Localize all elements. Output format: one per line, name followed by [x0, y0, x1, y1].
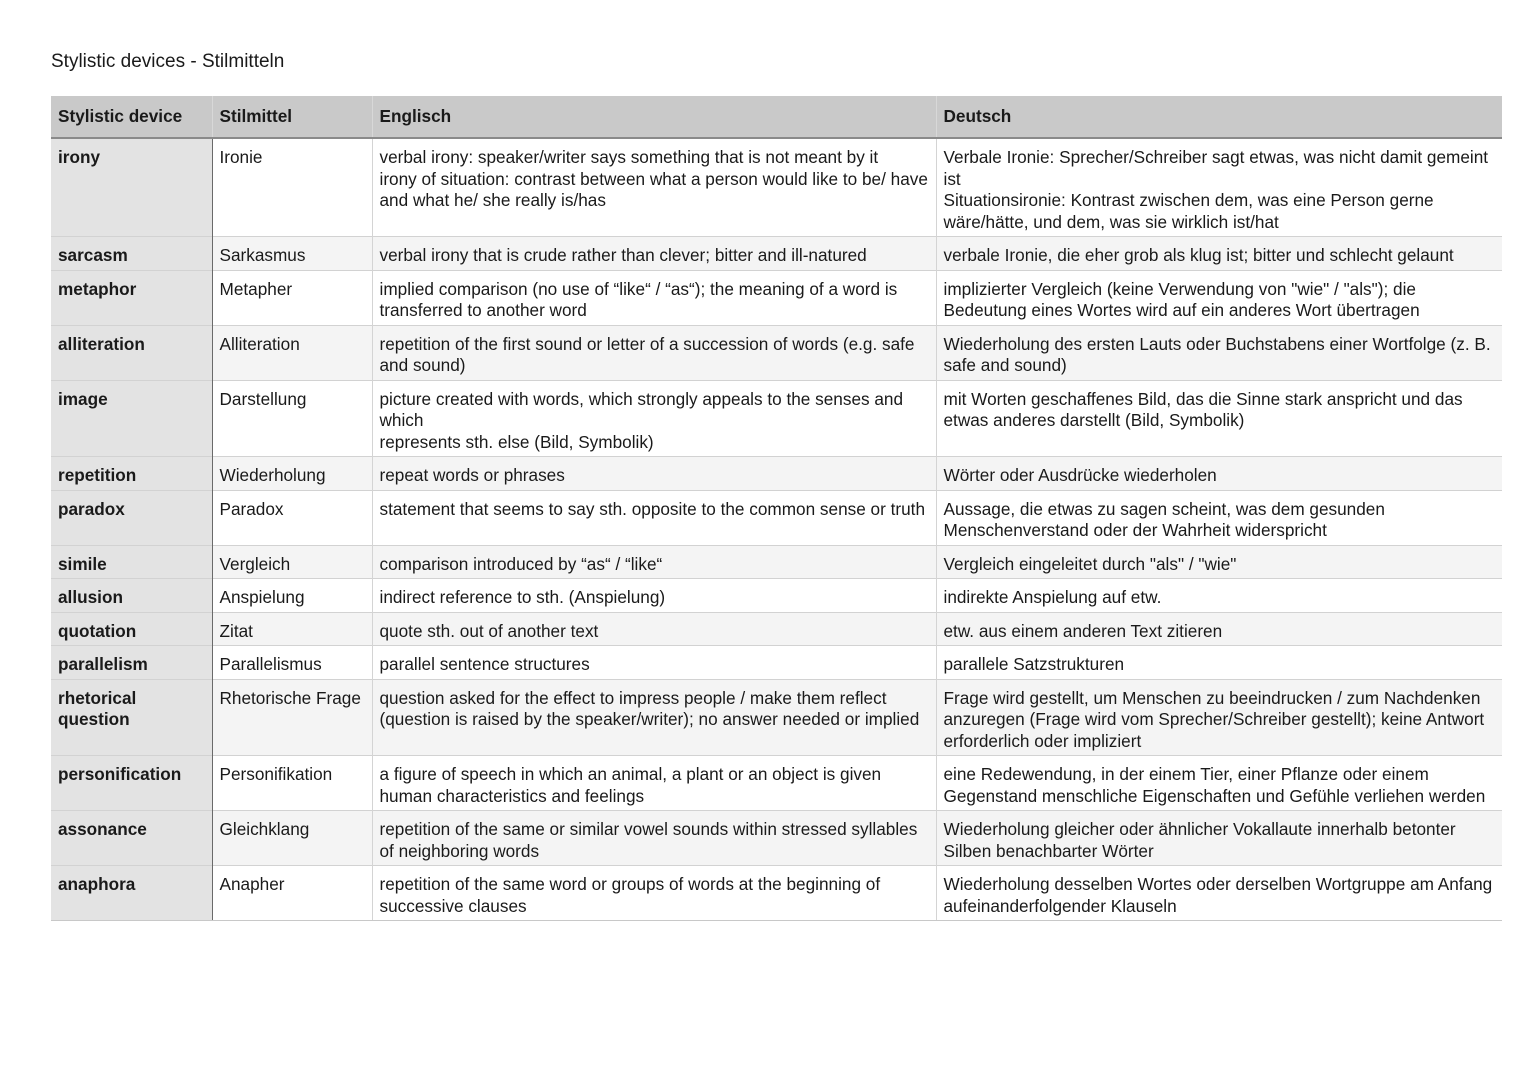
cell-english: question asked for the effect to impress people / make them reflect (question is raised by the speaker/writer); no answer needed or implied: [372, 679, 936, 756]
cell-english: verbal irony: speaker/writer says something that is not meant by it irony of situation: contrast between what a person would like to be/ have and what he/ she really is/has: [372, 138, 936, 237]
cell-english: implied comparison (no use of “like“ / “as“); the meaning of a word is transferred to another word: [372, 270, 936, 325]
header-englisch: Englisch: [372, 96, 936, 138]
cell-german: Wiederholung gleicher oder ähnlicher Vokallaute innerhalb betonter Silben benachbarter Wörter: [936, 811, 1502, 866]
cell-de-term: Anspielung: [212, 579, 372, 613]
cell-german: Frage wird gestellt, um Menschen zu beeindrucken / zum Nachdenken anzuregen (Frage wird vom Sprecher/Schreiber gestellt); keine Antwort erforderlich oder impliziert: [936, 679, 1502, 756]
cell-german: parallele Satzstrukturen: [936, 646, 1502, 680]
cell-de-term: Rhetorische Frage: [212, 679, 372, 756]
cell-term: personification: [51, 756, 212, 811]
header-row: [51, 96, 1502, 138]
cell-german: mit Worten geschaffenes Bild, das die Sinne stark anspricht und das etwas anderes darstellt (Bild, Symbolik): [936, 380, 1502, 457]
cell-term: allusion: [51, 579, 212, 613]
cell-german: implizierter Vergleich (keine Verwendung von "wie" / "als"); die Bedeutung eines Wortes wird auf ein anderes Wort übertragen: [936, 270, 1502, 325]
cell-german: Wiederholung desselben Wortes oder derselben Wortgruppe am Anfang aufeinanderfolgender Klauseln: [936, 866, 1502, 921]
cell-de-term: Paradox: [212, 490, 372, 545]
cell-german: verbale Ironie, die eher grob als klug ist; bitter und schlecht gelaunt: [936, 237, 1502, 271]
cell-term: parallelism: [51, 646, 212, 680]
cell-term: sarcasm: [51, 237, 212, 271]
cell-de-term: Vergleich: [212, 545, 372, 579]
cell-de-term: Sarkasmus: [212, 237, 372, 271]
cell-english: repetition of the same or similar vowel sounds within stressed syllables of neighboring words: [372, 811, 936, 866]
cell-german: Vergleich eingeleitet durch "als" / "wie": [936, 545, 1502, 579]
cell-term: irony: [51, 138, 212, 237]
cell-english: verbal irony that is crude rather than clever; bitter and ill-natured: [372, 237, 936, 271]
table-row: [51, 270, 1502, 325]
table-row: [51, 579, 1502, 613]
page-title: Stylistic devices - Stilmitteln: [51, 51, 285, 72]
table-row: [51, 490, 1502, 545]
cell-english: repeat words or phrases: [372, 457, 936, 491]
cell-english: repetition of the same word or groups of words at the beginning of successive clauses: [372, 866, 936, 921]
table-row: [51, 679, 1502, 756]
cell-german: Verbale Ironie: Sprecher/Schreiber sagt etwas, was nicht damit gemeint ist Situationsironie: Kontrast zwischen dem, was eine Person gerne wäre/hätte, und dem, was sie wirklich ist/hat: [936, 138, 1502, 237]
cell-german: Wörter oder Ausdrücke wiederholen: [936, 457, 1502, 491]
cell-german: indirekte Anspielung auf etw.: [936, 579, 1502, 613]
cell-term: assonance: [51, 811, 212, 866]
cell-german: Aussage, die etwas zu sagen scheint, was dem gesunden Menschenverstand oder der Wahrheit widerspricht: [936, 490, 1502, 545]
cell-english: a figure of speech in which an animal, a plant or an object is given human characteristics and feelings: [372, 756, 936, 811]
table-header: [51, 96, 1502, 138]
cell-english: comparison introduced by “as“ / “like“: [372, 545, 936, 579]
cell-de-term: Parallelismus: [212, 646, 372, 680]
cell-english: statement that seems to say sth. opposite to the common sense or truth: [372, 490, 936, 545]
cell-de-term: Ironie: [212, 138, 372, 237]
table-row: [51, 646, 1502, 680]
cell-term: paradox: [51, 490, 212, 545]
cell-term: repetition: [51, 457, 212, 491]
cell-de-term: Anapher: [212, 866, 372, 921]
stylistic-devices-table: [51, 96, 1502, 921]
table-row: [51, 866, 1502, 921]
cell-de-term: Alliteration: [212, 325, 372, 380]
table-row: [51, 612, 1502, 646]
table-row: [51, 545, 1502, 579]
cell-term: metaphor: [51, 270, 212, 325]
cell-de-term: Darstellung: [212, 380, 372, 457]
cell-term: quotation: [51, 612, 212, 646]
header-stilmittel: Stilmittel: [212, 96, 372, 138]
cell-term: alliteration: [51, 325, 212, 380]
cell-english: indirect reference to sth. (Anspielung): [372, 579, 936, 613]
cell-english: quote sth. out of another text: [372, 612, 936, 646]
cell-term: rhetorical question: [51, 679, 212, 756]
cell-term: anaphora: [51, 866, 212, 921]
table-row: [51, 457, 1502, 491]
table-body: [51, 138, 1502, 921]
table-row: [51, 325, 1502, 380]
table-row: [51, 811, 1502, 866]
table-row: [51, 138, 1502, 237]
table-row: [51, 756, 1502, 811]
cell-term: image: [51, 380, 212, 457]
cell-english: parallel sentence structures: [372, 646, 936, 680]
cell-de-term: Zitat: [212, 612, 372, 646]
header-deutsch: Deutsch: [936, 96, 1502, 138]
table-row: [51, 380, 1502, 457]
cell-de-term: Wiederholung: [212, 457, 372, 491]
cell-english: repetition of the first sound or letter of a succession of words (e.g. safe and sound): [372, 325, 936, 380]
cell-german: etw. aus einem anderen Text zitieren: [936, 612, 1502, 646]
cell-de-term: Personifikation: [212, 756, 372, 811]
table-row: [51, 237, 1502, 271]
cell-term: simile: [51, 545, 212, 579]
cell-german: Wiederholung des ersten Lauts oder Buchstabens einer Wortfolge (z. B. safe and sound): [936, 325, 1502, 380]
header-stylistic-device: Stylistic device: [51, 96, 212, 138]
cell-de-term: Metapher: [212, 270, 372, 325]
cell-de-term: Gleichklang: [212, 811, 372, 866]
cell-german: eine Redewendung, in der einem Tier, einer Pflanze oder einem Gegenstand menschliche Eigenschaften und Gefühle verliehen werden: [936, 756, 1502, 811]
cell-english: picture created with words, which strongly appeals to the senses and which represents sth. else (Bild, Symbolik): [372, 380, 936, 457]
